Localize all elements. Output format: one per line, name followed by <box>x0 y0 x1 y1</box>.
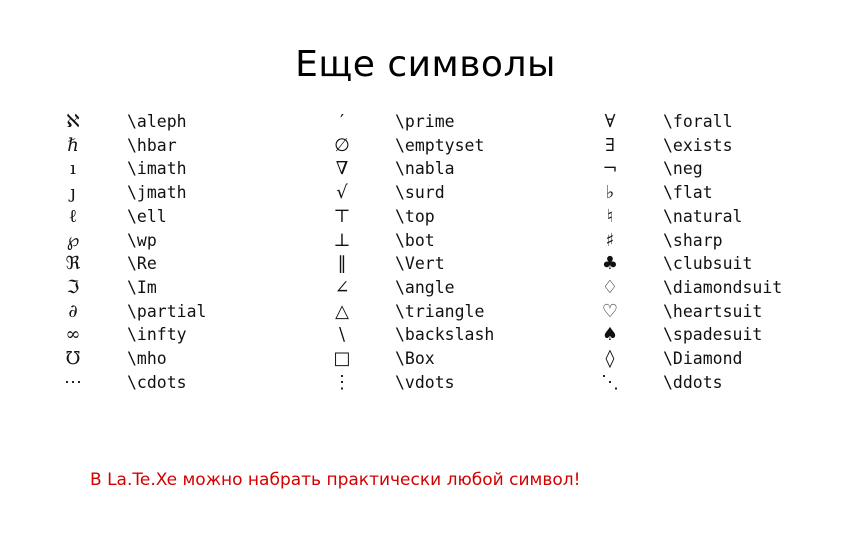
symbol-glyph: ⊤ <box>333 205 351 227</box>
symbol-glyph: △ <box>335 300 349 322</box>
symbol-command: \jmath <box>127 183 187 203</box>
symbol-glyph: ‖ <box>337 253 347 275</box>
symbol-glyph: \ <box>338 324 346 346</box>
symbol-glyph: ⋱ <box>601 371 619 393</box>
symbol-command: \ddots <box>663 372 723 392</box>
symbol-glyph: ∇ <box>335 158 349 180</box>
symbol-command: \sharp <box>663 230 723 250</box>
symbol-command: \imath <box>127 159 187 179</box>
slide-title: Еще символы <box>295 44 556 85</box>
symbol-command: \infty <box>127 325 187 345</box>
symbol-glyph: ∅ <box>334 134 350 156</box>
symbol-glyph: ℑ <box>66 276 80 298</box>
symbol-glyph: ♣ <box>601 253 619 275</box>
symbol-glyph: ∂ <box>68 300 78 322</box>
symbol-glyph: ℏ <box>67 134 79 156</box>
symbol-command: \cdots <box>127 372 187 392</box>
symbol-command: \partial <box>127 301 207 321</box>
symbol-command: \surd <box>395 183 445 203</box>
symbol-command: \bot <box>395 230 435 250</box>
symbol-glyph: ⋮ <box>333 371 351 393</box>
symbol-glyph: ı <box>70 158 76 180</box>
symbol-glyph: ∀ <box>604 111 616 132</box>
symbol-glyph: ♭ <box>605 182 615 204</box>
symbol-command: \forall <box>663 112 733 131</box>
symbol-command: \Re <box>127 254 157 274</box>
symbol-command: \prime <box>395 112 455 131</box>
symbol-glyph: ♡ <box>601 300 619 322</box>
symbol-command: \hbar <box>127 135 177 155</box>
symbol-command: \flat <box>663 183 713 203</box>
symbol-command: \Vert <box>395 254 445 274</box>
symbol-command: \Im <box>127 277 157 297</box>
symbol-glyph: ℵ <box>66 111 80 132</box>
symbol-command: \emptyset <box>395 135 485 155</box>
symbol-command: \clubsuit <box>663 254 753 274</box>
symbol-glyph: ℘ <box>66 229 80 251</box>
symbol-glyph: ℜ <box>65 253 81 275</box>
symbol-command: \natural <box>663 206 743 226</box>
symbol-glyph: ℓ <box>68 205 78 227</box>
symbol-glyph: ∞ <box>65 324 81 346</box>
symbol-command: \Box <box>395 349 435 368</box>
symbol-command: \diamondsuit <box>663 277 783 297</box>
symbol-glyph: ′ <box>339 111 345 132</box>
symbol-glyph: √ <box>336 182 348 204</box>
symbol-command: \spadesuit <box>663 325 763 345</box>
symbol-glyph: ◊ <box>605 348 615 369</box>
symbol-glyph: ♯ <box>605 229 615 251</box>
symbol-glyph: ⊥ <box>333 229 351 251</box>
symbol-command: \neg <box>663 159 703 179</box>
symbol-glyph: ¬ <box>602 158 618 180</box>
symbol-table <box>0 110 851 400</box>
symbol-glyph: ⋯ <box>64 371 82 393</box>
symbol-glyph: ♢ <box>601 276 619 298</box>
symbol-command: \Diamond <box>663 349 743 368</box>
symbol-command: \triangle <box>395 301 485 321</box>
symbol-glyph: ∃ <box>605 134 615 156</box>
symbol-command: \nabla <box>395 159 455 179</box>
symbol-command: \ell <box>127 206 167 226</box>
symbol-glyph: ȷ <box>70 182 76 204</box>
slide-footer-note: В La.Te.Xe можно набрать практически любой символ! <box>90 470 581 490</box>
symbol-command: \aleph <box>127 112 187 131</box>
symbol-command: \wp <box>127 230 157 250</box>
symbol-command: \mho <box>127 349 167 368</box>
symbol-glyph: ♮ <box>606 205 614 227</box>
symbol-command: \exists <box>663 135 733 155</box>
symbol-glyph: ∠ <box>334 276 350 298</box>
symbol-command: \top <box>395 206 435 226</box>
symbol-command: \backslash <box>395 325 495 345</box>
symbol-command: \vdots <box>395 372 455 392</box>
symbol-command: \heartsuit <box>663 301 763 321</box>
symbol-glyph: □ <box>333 348 351 369</box>
symbol-glyph: ♠ <box>601 324 619 346</box>
symbol-command: \angle <box>395 277 455 297</box>
symbol-glyph: ℧ <box>65 348 81 369</box>
